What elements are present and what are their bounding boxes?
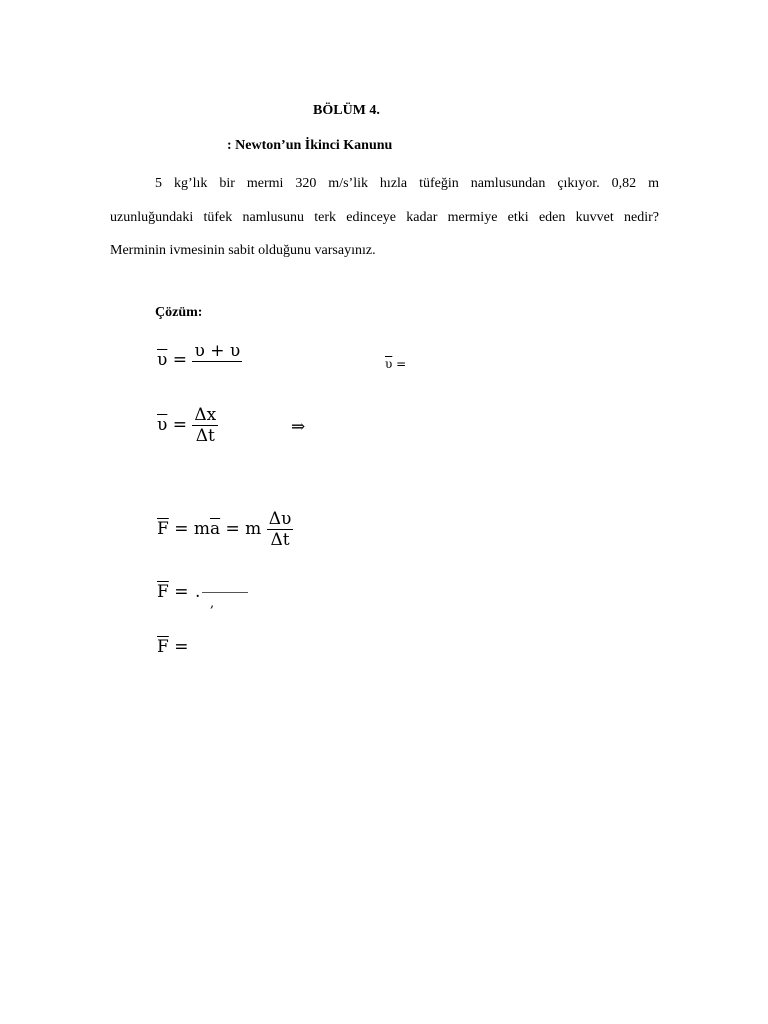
eq2-equals: =	[172, 415, 187, 435]
eq3-numerator: Δυ	[268, 509, 292, 529]
eq4-fraction-bar	[202, 592, 248, 593]
equation-force-substitution	[157, 582, 188, 602]
equation-velocity-definition	[157, 405, 218, 446]
equation-velocity-result	[385, 357, 406, 371]
problem-line-1: 5 kg’lık bir mermi 320 m/s’lik hızla tüfeğin namlusundan çıkıyor. 0,82 m	[155, 176, 659, 191]
eq5-lhs: $\overline{F}$	[157, 637, 169, 657]
eq4-lhs: $\overline{F}$	[157, 582, 169, 602]
eq2-fraction	[192, 405, 218, 446]
eq2-lhs: $\overline{\upsilon}$	[157, 415, 168, 435]
eq4-dot: .	[195, 582, 201, 602]
equation-newton-second-law	[157, 509, 293, 550]
problem-line-3: Merminin ivmesinin sabit olduğunu varsayınız.	[110, 243, 376, 258]
eq3-denominator: Δt	[270, 530, 290, 550]
eq1-lhs: $\overline{\upsilon}$	[157, 350, 168, 370]
chapter-title: BÖLÜM 4.	[313, 103, 380, 118]
solution-label: Çözüm:	[155, 305, 203, 320]
eq3-acceleration: $\overline{a}$	[209, 519, 221, 539]
eq1-right-equals: =	[396, 357, 407, 371]
eq2-denominator: Δt	[195, 426, 215, 446]
problem-line-2: uzunluğundaki tüfek namlusunu terk edinceye kadar mermiye etki eden kuvvet nedir?	[110, 209, 659, 225]
eq3-lhs: $\overline{F}$	[157, 519, 169, 539]
eq3-fraction	[267, 509, 294, 550]
eq5-equals: =	[174, 637, 189, 657]
problem-paragraph	[110, 167, 659, 268]
eq1-numerator: υ + υ	[192, 341, 242, 362]
eq3-mid1: = m	[174, 519, 210, 539]
eq1-denominator	[192, 362, 242, 380]
eq2-numerator: Δx	[194, 405, 217, 425]
equation-force-result	[157, 637, 188, 657]
eq1-fraction	[192, 341, 242, 380]
eq4-equals: =	[174, 582, 189, 602]
implies-arrow: ⇒	[291, 417, 306, 437]
equation-average-velocity	[157, 341, 242, 380]
eq4-comma: ,	[210, 596, 215, 611]
eq1-right-lhs: $\overline{\upsilon}$	[385, 357, 393, 371]
eq1-equals: =	[172, 350, 187, 370]
section-subtitle: : Newton’un İkinci Kanunu	[227, 138, 393, 153]
eq3-mid2: = m	[225, 519, 262, 539]
